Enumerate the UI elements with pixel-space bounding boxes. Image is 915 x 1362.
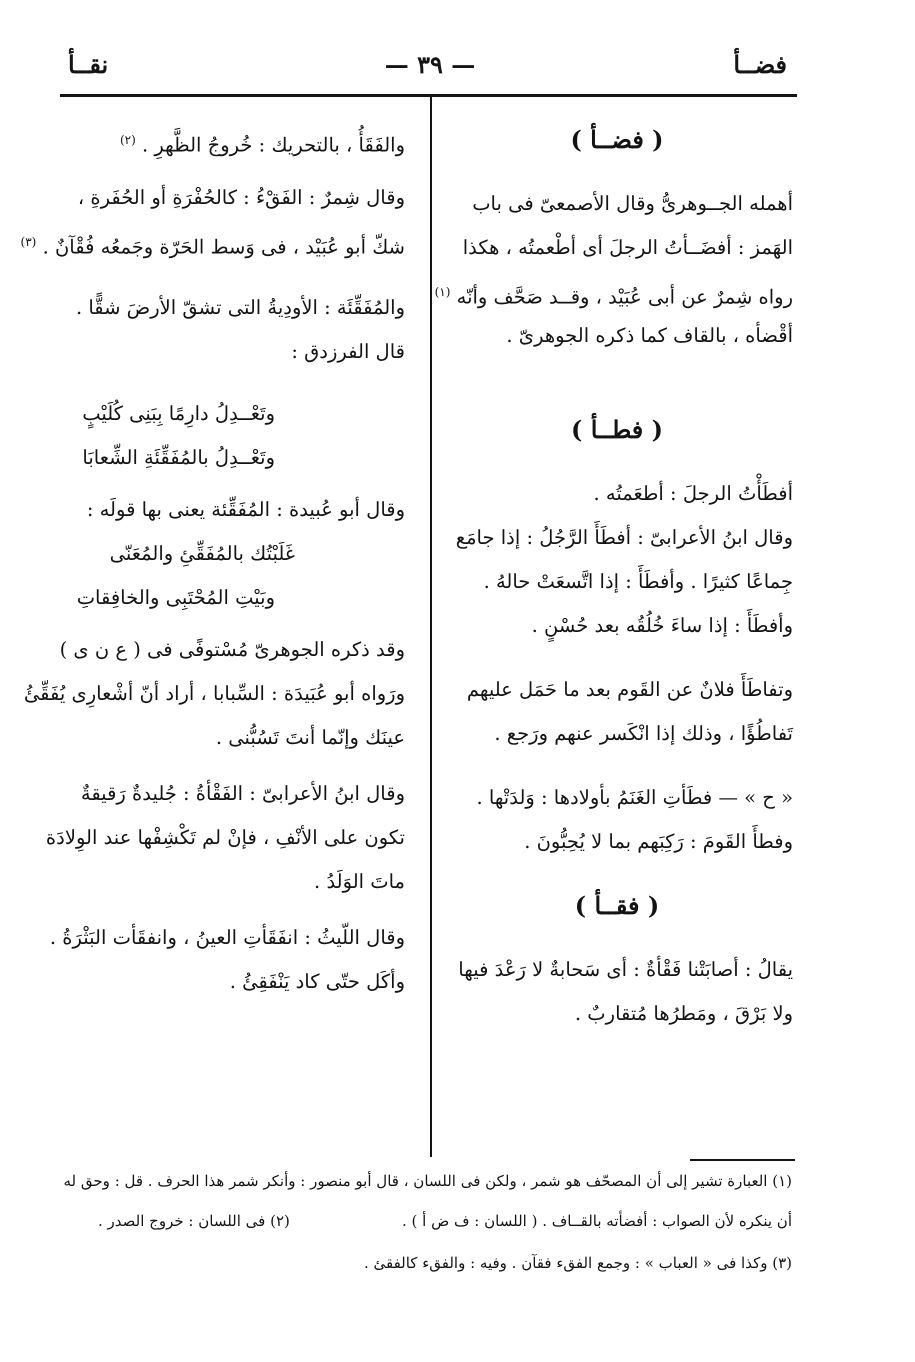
header-rule <box>60 94 797 97</box>
verse-line: غَلَبْتُك بالمُفَقِّئِ والمُعَنّى <box>109 542 295 565</box>
footnote-mark: (٢) <box>119 133 136 147</box>
text-line: وقال ابنُ الأعرابىّ : الفَقْأةُ : جُليدةٌ رَقيقةٌ <box>80 782 405 805</box>
text-line <box>53 118 405 162</box>
left-column <box>20 118 405 1004</box>
text-line: وقال اللّيثُ : انفَقَأتِ العينُ ، وانفقَأت البَثْرَةُ . <box>49 926 405 949</box>
text-line: وأفطَأَ : إذا ساءَ خُلُقُه بعد حُسْنٍ . <box>531 614 793 637</box>
text-line: وأكَل حتّى كاد يَنْفَقِئُ . <box>229 970 405 993</box>
entry-heading-fada: ( فضــأ ) <box>570 125 664 154</box>
text-line: « ح » — فطَأتِ الغَنَمُ بأولادها : وَلدَتْها . <box>476 786 793 809</box>
footnote-rule <box>690 1159 795 1161</box>
footnote-3: (٣) وكذا فى « العباب » : وجمع الفقء فقآن . وفيه : والفقء كالفقئ . <box>363 1254 792 1272</box>
footnote-2: (٢) فى اللسان : خروج الصدر . <box>98 1212 290 1230</box>
text-line: جِماعًا كثيرًا . وأفطَأَ : إذا اتَّسعَتْ حالهُ . <box>483 570 793 593</box>
entry-heading-fata: ( فطــأ ) <box>571 415 663 444</box>
text-line: وقال شِمرٌ : الفَقْءُ : كالحُفْرَةِ أو الحُفَرةِ ، <box>77 186 405 209</box>
text-line: أهمله الجــوهرىُّ وقال الأصمعىّ فى باب <box>472 192 793 215</box>
text-line: تَفاطُؤًا ، وذلك إذا انْكَسر عنهم ورَجع . <box>494 722 793 745</box>
text-line: عينَك وإنّما أنتَ تَسُبُّنى . <box>215 726 405 749</box>
verse-line: وتَعْــدِلُ دارِمًا بِبَنِى كُلَيْبٍ <box>82 402 275 425</box>
header-entry-right: فضــأ <box>733 50 787 79</box>
text-span: والفَقَأُ ، بالتحريك : خُروجُ الظَّهرِ . <box>141 133 405 157</box>
text-line: ورَواه أبو عُبَيدَة : السِّبابا ، أراد أنّ أشْعارِى يُفَقِّئُ <box>23 682 405 705</box>
text-line: وقال أبو عُبيدة : المُفَقِّئة يعنى بها قولَه : <box>86 498 405 521</box>
footnote-mark: (١) <box>434 285 451 299</box>
text-line: ولا بَرْقَ ، ومَطرُها مُتقاربٌ . <box>574 1002 793 1025</box>
text-line <box>20 220 405 264</box>
footnote-1-continued: أن ينكره لأن الصواب : أفضأته بالقــاف . ( اللسان : ف ض أ ) . <box>402 1212 792 1230</box>
text-line: أقْضأه ، بالقاف كما ذكره الجوهرىّ . <box>506 324 793 347</box>
text-line: ماتَ الوَلَدُ . <box>314 870 405 893</box>
text-line: وتفاطَأَ فلانٌ عن القَوم بعد ما حَمَل عليهم <box>466 678 793 701</box>
text-line: وقال ابنُ الأعرابىّ : أفطَأَ الرَّجُلُ : إذا جامَع <box>455 526 793 549</box>
footnote-1: (١) العبارة تشير إلى أن المصحّف هو شمر ، ولكن فى اللسان ، قال أبو منصور : وأنكر شمر هذا الحرف . قل : وحق له <box>63 1172 792 1190</box>
verse-line: وتَعْــدِلُ بالمُفَقِّئَةِ الشِّعابَا <box>82 446 275 469</box>
entry-heading-faqa: ( فقــأ ) <box>574 891 660 920</box>
page-number: — ٣٩ — <box>384 50 476 79</box>
right-column <box>434 118 793 1036</box>
column-divider <box>430 97 432 1157</box>
text-line: يقالُ : أصابَتْنا فَقْأةٌ : أى سَحابةٌ لا رَعْدَ فيها <box>458 958 793 981</box>
header-entry-left: نقــأ <box>68 50 109 79</box>
text-line: قال الفرزدق : <box>291 340 405 363</box>
text-line: أفطَأْتُ الرجلَ : أطعَمتُه . <box>593 482 793 505</box>
text-span: شكّ أبو عُبَيْد ، فى وَسط الحَرّة وجَمعُه فُقْآنٌ . <box>42 235 405 259</box>
text-line: وفطأَ القَومَ : رَكِبَهم بما لا يُحِبُّونَ . <box>524 830 793 853</box>
text-span: رواه شِمرٌ عن أبى عُبَيْد ، وقــد صَحَّف وأنّه <box>456 285 793 309</box>
footnote-mark: (٣) <box>20 235 37 249</box>
text-line: والمُفَقِّئَة : الأودِيةُ التى تشقّ الأرضَ شقًّا . <box>75 296 405 319</box>
text-line <box>434 270 793 314</box>
text-line: وقد ذكره الجوهرىّ مُسْتوفًى فى ( ع ن ى ) <box>59 638 405 661</box>
text-line: تكون على الأنْفِ ، فإنْ لم تَكْشِفْها عند الوِلادَة <box>45 826 405 849</box>
text-line: الهَمز : أفضَــأتُ الرجلَ أى أطْعمتُه ، هكذا <box>462 236 793 259</box>
verse-line: وبَيْتِ المُحْتَبِى والخافِقاتِ <box>76 586 275 609</box>
